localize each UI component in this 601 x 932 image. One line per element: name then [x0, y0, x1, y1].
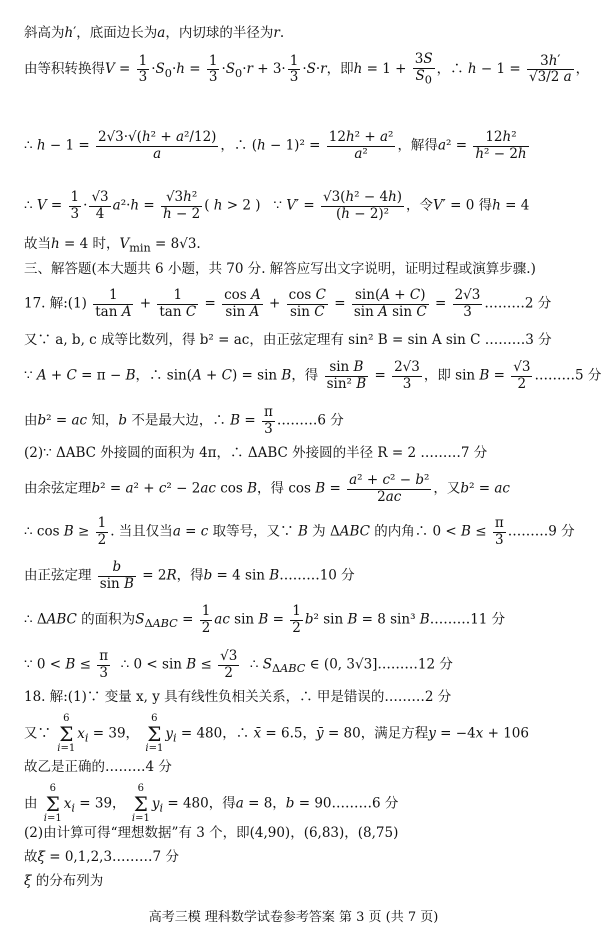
line-l18: 又∵ 6 Σ $i=1x_i = 39$， 6 Σ $i=1y_i = 480$，∴ x̄ = 6.5，ȳ = 80，满足方程y = −4x + 106 — [24, 713, 529, 754]
line-l20: 由 6 Σ $i=1x_i = 39$， 6 Σ $i=1y_i = 480$，得a = 8，b = 90………6 分 — [24, 783, 399, 824]
line-l07: 17. 解:(1) $\frac{1}{\text{tan A}}$ + $\frac{1}{\text{tan C}}$ = $\frac{\text{cos A}}{\text{sin A}}$ + $\frac{\text{cos C}}{\text{sin C}}$ = $\frac{\sin(A + C)}{\text{sin A sin C}}$ = $\frac{2√3}{3}$ ………2 分 — [24, 287, 552, 320]
line-l08: 又∵ a, b, c 成等比数列，得 b² = ac，由正弦定理有 sin² B = sin A sin C ………3 分 — [24, 332, 552, 348]
line-l17: 18. 解:(1)∵ 变量 x, y 具有线性负相关关系，∴ 甲是错误的………2 分 — [24, 689, 452, 705]
line-l04: ∴ V = $\frac{1}{3}$ · $\frac{√3}{4}$ a²·h = $\frac{\text{√3h²}}{h - 2}$ ( h > 2 ) ∵ V′ = $\frac{\text{√3(h² − 4h)}}{\text{(h − 2)²}}$ ，令V′ = 0 得h = 4 — [24, 189, 530, 222]
line-l03: ∴ h − 1 = $\frac{\text{2√3·√(h² + a²/12)}}{a}$ ，∴ (h − 1)² = $\frac{\text{12h² + a²}}{\text{a²}}$ ，解得a² = $\frac{\text{12h²}}{\text{h² − 2h}}$ — [24, 129, 527, 162]
line-l23: ξ 的分布列为 — [24, 873, 104, 889]
line-l13: ∴ cos B ≥ $\frac{1}{2}$ . 当且仅当a = c 取等号，又∵ B 为 ΔABC 的内角∴ 0 < B ≤ $\frac{\pi}{3}$ ………9 分 — [24, 515, 575, 548]
line-l09: ∵ A + C = π − B，∴ sin(A + C) = sin B，得 $\frac{\text{sin B}}{\text{sin² B}}$ = $\frac{2√3}{3}$ ，即 sin B = $\frac{√3}{2}$ ………5 分 — [24, 359, 601, 392]
line-l21: (2)由计算可得“理想数据”有 3 个，即(4,90)，(6,83)，(8,75) — [24, 825, 399, 841]
page-footer: 高考三模 理科数学试卷参考答案 第 3 页 (共 7 页) — [148, 910, 439, 925]
line-l06: 三、解答题(本大题共 6 小题，共 70 分. 解答应写出文字说明，证明过程或演算步骤.) — [24, 261, 536, 277]
line-l14: 由正弦定理 $\frac{b}{\text{sin B}}$ = 2R，得b = 4 sin B………10 分 — [24, 559, 355, 592]
line-l02: 由等积转换得V = $\frac{1}{3}$ $\cdot S_0\cdot h$ = $\frac{1}{3}$ $\cdot S_0\cdot r + 3\cdot$ $\frac{1}{3}$ ·S·r，即h = 1 + $\frac{3S}{S_0}$ ，∴ h − 1 = $\frac{3h'}{√3/2 a}$ ， — [24, 51, 590, 87]
line-l12: 由余弦定理b² = a² + c² − 2ac cos B，得 cos B = $\frac{\text{a² + c² − b²}}{2ac}$ ，又b² = ac — [24, 472, 510, 505]
line-l01: 斜高为h′，底面边长为a，内切球的半径为r. — [24, 25, 285, 41]
line-l16: ∵ 0 < B ≤ $\frac{\pi}{3}$ ∴ 0 < sin B ≤ $\frac{√3}{2}$ ∴ $S_{\Delta ABC}$ ∈ (0, 3√3]………12 分 — [24, 648, 453, 681]
line-l10: 由b² = ac 知，b 不是最大边，∴ B = $\frac{\pi}{3}$ ………6 分 — [24, 404, 344, 437]
line-l11: (2)∵ ΔABC 外接圆的面积为 4π，∴ ΔABC 外接圆的半径 R = 2 ………7 分 — [24, 445, 488, 461]
line-l22: 故ξ = 0,1,2,3………7 分 — [24, 849, 179, 865]
line-l05: 故当h = 4 时，$V_{min} = 8√3$. — [24, 236, 201, 255]
line-l19: 故乙是正确的………4 分 — [24, 759, 172, 775]
line-l15: ∴ ΔABC 的面积为$S_{\Delta ABC}$ = $\frac{1}{2}$ ac sin B = $\frac{1}{2}$ b² sin B = 8 sin³ B………11 分 — [24, 603, 506, 636]
